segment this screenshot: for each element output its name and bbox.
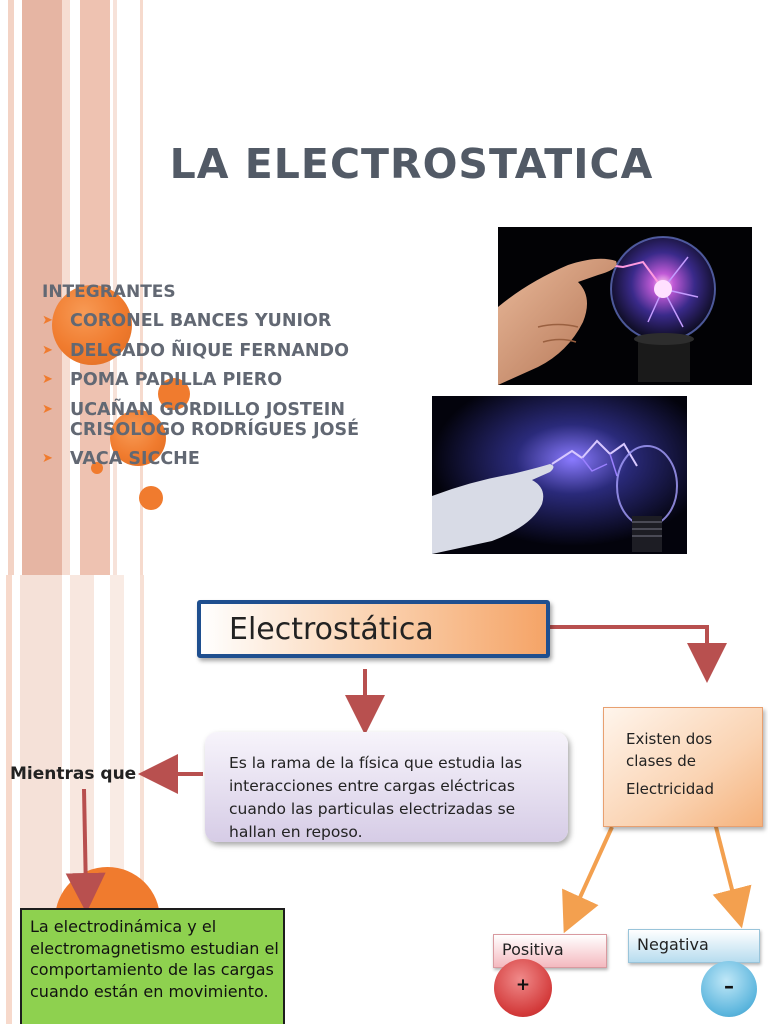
- electricity-types-box: [603, 707, 763, 827]
- member-name: VACA SICCHE: [70, 449, 200, 469]
- arrow-bullet-icon: ➤: [42, 451, 53, 466]
- plus-charge-icon: +: [494, 959, 552, 1017]
- member-item: [42, 400, 400, 440]
- arrow-bullet-icon: ➤: [42, 313, 53, 328]
- plasma-ball-photo: [498, 227, 752, 385]
- electrodinamica-text: La electrodinámica y el electromagnetismo estudian el comportamiento de las cargas cuando están en movimiento.: [30, 917, 279, 1001]
- members-list: [42, 282, 422, 479]
- arrow-bullet-icon: ➤: [42, 372, 53, 387]
- arrow-bullet-icon: ➤: [42, 342, 53, 358]
- negativa-label: Negativa: [637, 935, 709, 954]
- negativa-box: [628, 929, 760, 963]
- lightbulb-spark-illustration: [432, 396, 687, 554]
- decor-circle: [139, 486, 163, 510]
- definition-box: [205, 732, 568, 842]
- member-item: [42, 449, 422, 469]
- member-name: DELGADO ÑIQUE FERNANDO: [70, 340, 349, 361]
- presentation-title: LA ELECTROSTATICA: [169, 140, 654, 188]
- electricidad-text: Electricidad: [626, 780, 714, 798]
- decor-stripe: [8, 0, 14, 575]
- member-item: [42, 311, 422, 331]
- electrodinamica-box: [20, 908, 285, 1024]
- member-name: POMA PADILLA PIERO: [70, 370, 283, 390]
- member-name: CORONEL BANCES YUNIOR: [70, 311, 332, 331]
- plasma-ball-illustration: [498, 227, 752, 385]
- member-item: [42, 370, 422, 390]
- electrostatica-title: Electrostática: [229, 612, 434, 647]
- arrow-bullet-icon: ➤: [42, 401, 53, 417]
- member-item: [42, 341, 422, 361]
- members-heading: INTEGRANTES: [42, 282, 176, 302]
- mientras-que-label: Mientras que: [10, 764, 137, 784]
- minus-charge-icon: –: [701, 961, 757, 1017]
- definition-text: Es la rama de la física que estudia las interacciones entre cargas eléctricas cuando las particulas electrizadas se hallan en reposo.: [229, 754, 523, 841]
- slide-2: [0, 575, 768, 1024]
- member-name: UCAÑAN GORDILLO JOSTEIN CRISOLOGO RODRÍGUES JOSÉ: [70, 399, 360, 440]
- positiva-label: Positiva: [502, 940, 564, 959]
- electrostatica-title-box: [197, 600, 550, 658]
- lightbulb-spark-photo: [432, 396, 687, 554]
- existen-text: Existen dos clases de: [626, 730, 713, 770]
